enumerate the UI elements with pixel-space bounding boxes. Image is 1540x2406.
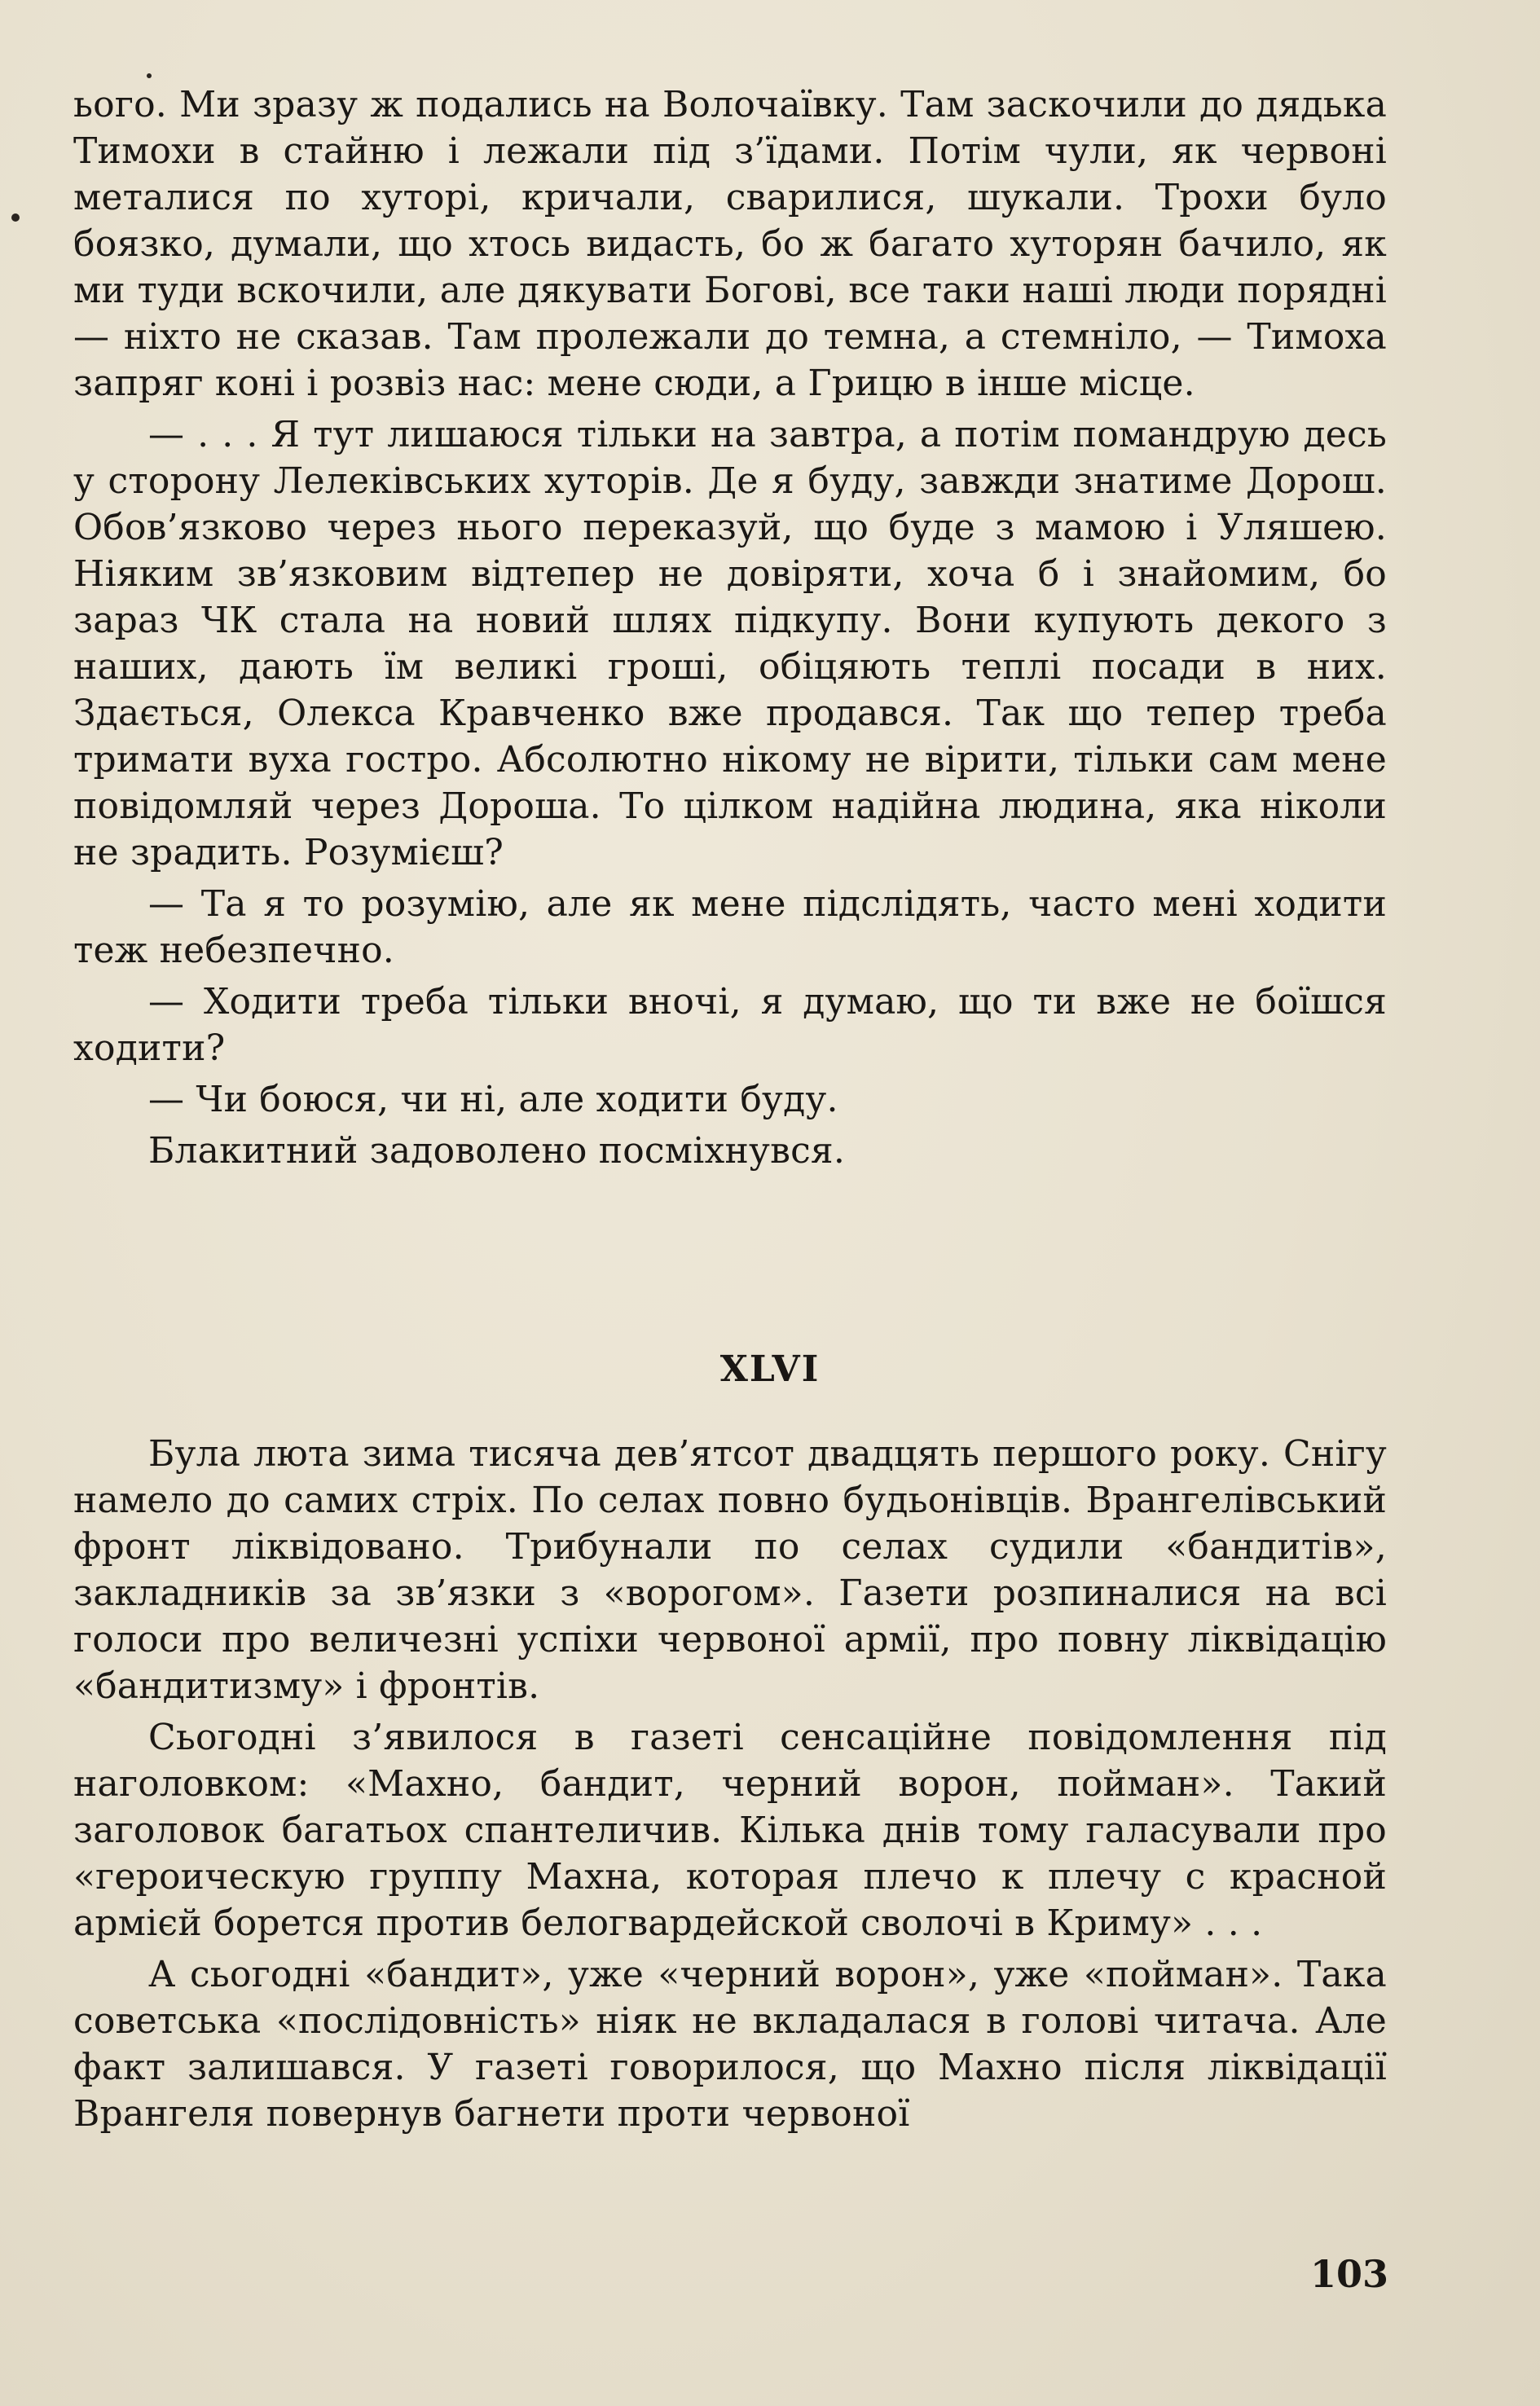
- paragraph: — Чи боюся, чи ні, але ходити буду.: [148, 1079, 838, 1120]
- paragraph: Сьогодні з’явилося в газеті сенсаційне повідомлення під наголовком: «Махно, бандит, черний ворон, пойман». Такий заголовок багатьох спантеличив. Кілька днів тому галасували про «героическую группу Махна, которая плечо к плечу с красной армієй борется против белогвардейской сволочі в Криму» . . .: [73, 1717, 1387, 1944]
- page-number: 103: [1309, 2252, 1388, 2296]
- paragraph: — Та я то розумію, але як мене підслідять, часто мені ходити теж небезпечно.: [73, 883, 1387, 971]
- paragraph: — Ходити треба тільки вночі, я думаю, що ти вже не боїшся ходити?: [73, 981, 1387, 1069]
- paragraph: ього. Ми зразу ж подались на Волочаївку. Там заскочили до дядька Тимохи в стайню і лежали під з’їдами. Потім чули, як червоні металися по хуторі, кричали, сварилися, шукали. Трохи було боязко, думали, що хтось видасть, бо ж багато хуторян бачило, як ми туди вскочили, але дякувати Богові, все таки наші люди порядні — ніхто не сказав. Там пролежали до темна, а стемніло, — Тимоха запряг коні і розвіз нас: мене сюди, а Грицю в інше місце.: [73, 84, 1387, 404]
- text-block-top: [73, 81, 1387, 1174]
- ink-speck: [147, 73, 152, 78]
- paragraph: Була люта зима тисяча дев’ятсот двадцять першого року. Снігу намело до самих стріх. По селах повно будьонівців. Врангелівський фронт ліквідовано. Трибунали по селах судили «бандитів», закладників за зв’язки з «ворогом». Газети розпиналися на всі голоси про величезні успіхи червоної армії, про повну ліквідацію «бандитизму» і фронтів.: [73, 1433, 1387, 1707]
- paragraph: — . . . Я тут лишаюся тільки на завтра, а потім помандрую десь у сторону Лелеківських хуторів. Де я буду, завжди знатиме Дорош. Обов’язково через нього переказуй, що буде з мамою і Уляшею. Ніяким зв’язковим відтепер не довіряти, хоча б і знайомим, бо зараз ЧК стала на новий шлях підкупу. Вони купують декого з наших, дають їм великі гроші, обіцяють теплі посади в них. Здається, Олекса Кравченко вже продався. Так що тепер треба тримати вуха гостро. Абсолютно нікому не вірити, тільки сам мене повідомляй через Дороша. То цілком надійна людина, яка ніколи не зрадить. Розумієш?: [73, 414, 1387, 873]
- ink-speck: [11, 213, 20, 222]
- text-block-bottom: [73, 1426, 1387, 2137]
- paragraph: Блакитний задоволено посміхнувся.: [148, 1130, 846, 1172]
- paragraph: А сьогодні «бандит», уже «черний ворон», уже «пойман». Така советська «послідовність» ніяк не вкладалася в голові читача. Але факт залишався. У газеті говорилося, що Махно після ліквідації Врангеля повернув багнети проти червоної: [73, 1954, 1387, 2135]
- chapter-heading: XLVI: [719, 1348, 821, 1390]
